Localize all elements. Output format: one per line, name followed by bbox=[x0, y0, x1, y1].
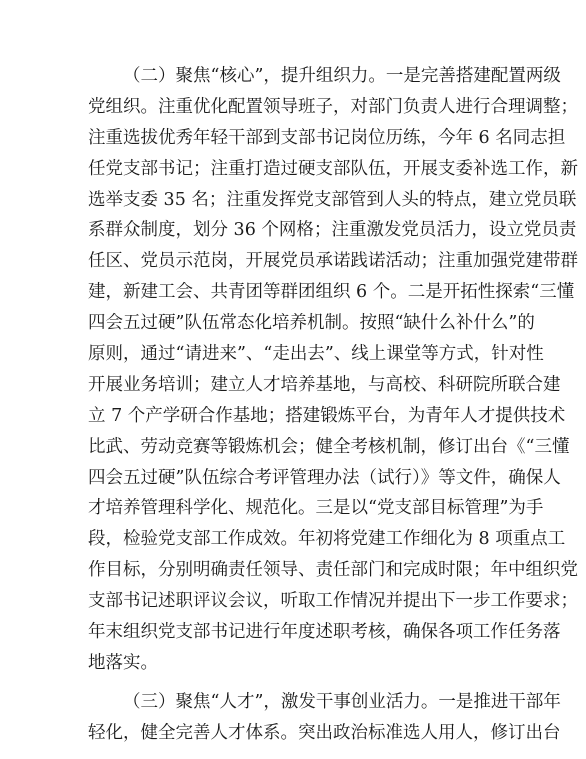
text-line: 任党支部书记；注重打造过硬支部队伍，开展支委补选工作，新 bbox=[88, 158, 578, 179]
text-line: 年末组织党支部书记进行年度述职考核，确保各项工作任务落 bbox=[88, 622, 561, 643]
text-line: 党组织。注重优化配置领导班子，对部门负责人进行合理调整； bbox=[88, 96, 578, 117]
text-line: （二）聚焦“核心”，提升组织力。一是完善搭建配置两级 bbox=[123, 66, 561, 86]
text-line: 作目标，分别明确责任领导、责任部门和完成时限；年中组织党 bbox=[88, 560, 578, 581]
text-line: 开展业务培训；建立人才培养基地，与高校、科研院所联合建 bbox=[88, 374, 561, 395]
text-line: 段，检验党支部工作成效。年初将党建工作细化为 8 项重点工 bbox=[88, 529, 566, 550]
text-line: 系群众制度，划分 36 个网格；注重激发党员活力，设立党员责 bbox=[88, 220, 577, 241]
text-line: 轻化，健全完善人才体系。突出政治标准选人用人，修订出台 bbox=[88, 722, 561, 743]
text-line: 地落实。 bbox=[88, 652, 158, 673]
paragraph-3 bbox=[88, 687, 561, 749]
text-line: 注重选拔优秀年轻干部到支部书记岗位历练，今年 6 名同志担 bbox=[88, 127, 566, 148]
text-line: 立 7 个产学研合作基地；搭建锻炼平台，为青年人才提供技术 bbox=[88, 405, 566, 426]
text-line: （三）聚焦“人才”，激发干事创业活力。一是推进干部年 bbox=[123, 691, 561, 712]
document-body bbox=[88, 61, 578, 749]
text-line: 才培养管理科学化、规范化。三是以“党支部目标管理”为手 bbox=[88, 498, 544, 519]
text-line: 四会五过硬”队伍常态化培养机制。按照“缺什么补什么”的 bbox=[88, 313, 535, 334]
text-line: 原则，通过“请进来”、“走出去”、线上课堂等方式，针对性 bbox=[88, 344, 544, 365]
text-line: 任区、党员示范岗，开展党员承诺践诺活动；注重加强党建带群 bbox=[88, 251, 578, 272]
text-line: 四会五过硬”队伍综合考评管理办法（试行）》等文件，确保人 bbox=[88, 467, 561, 488]
text-line: 建，新建工会、共青团等群团组织 6 个。二是开拓性探索“三懂 bbox=[88, 282, 575, 303]
text-line: 支部书记述职评议会议，听取工作情况并提出下一步工作要求； bbox=[88, 591, 578, 612]
text-line: 比武、劳动竞赛等锻炼机会；健全考核机制，修订出台《“三懂 bbox=[88, 436, 570, 457]
text-line: 选举支委 35 名；注重发挥党支部管到人头的特点，建立党员联 bbox=[88, 189, 577, 210]
paragraph-2 bbox=[88, 61, 578, 679]
